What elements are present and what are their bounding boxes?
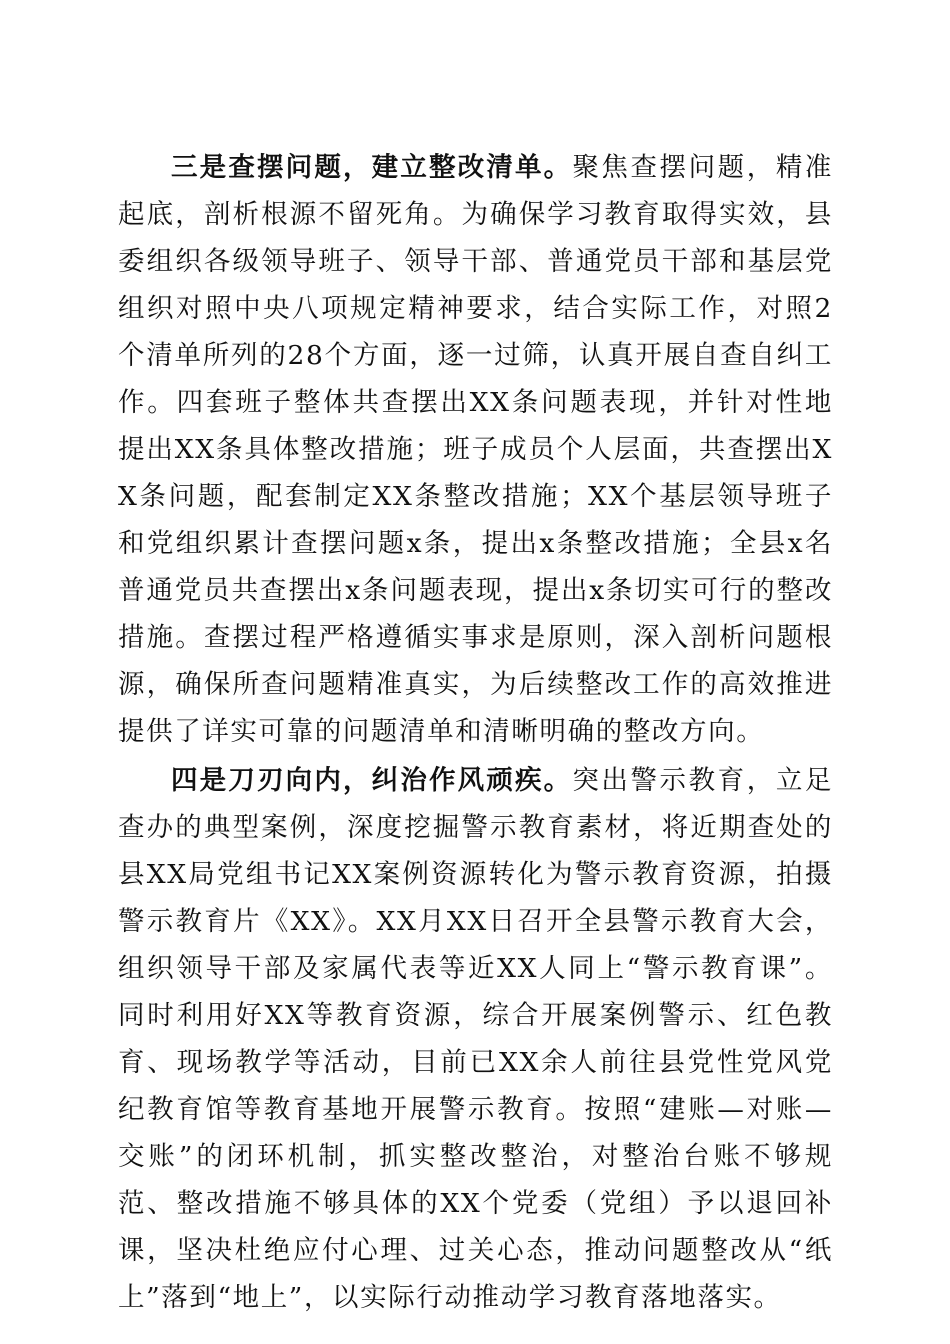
- paragraph-heading: 三是查摆问题，建立整改清单。: [171, 152, 573, 183]
- paragraph-heading: 四是刀刃向内，纠治作风顽疾。: [171, 765, 573, 796]
- document-body: [118, 144, 833, 1321]
- paragraph-work-style-rectification: [118, 757, 833, 1321]
- paragraph-text: 聚焦查摆问题，精准起底，剖析根源不留死角。为确保学习教育取得实效，县委组织各级领导班子、领导干部、普通党员干部和基层党组织对照中央八项规定精神要求，结合实际工作，对照2个清单所列的28个方面，逐一过筛，认真开展自查自纠工作。四套班子整体共查摆出XX条问题表现，并针对性地提出XX条具体整改措施；班子成员个人层面，共查摆出XX条问题，配套制定XX条整改措施；XX个基层领导班子和党组织累计查摆问题x条，提出x条整改措施；全县x名普通党员共查摆出x条问题表现，提出x条切实可行的整改措施。查摆过程严格遵循实事求是原则，深入剖析问题根源，确保所查问题精准真实，为后续整改工作的高效推进提供了详实可靠的问题清单和清晰明确的整改方向。: [118, 152, 833, 747]
- paragraph-rectification-list: [118, 144, 833, 755]
- paragraph-text: 突出警示教育，立足查办的典型案例，深度挖掘警示教育素材，将近期查处的县XX局党组书记XX案例资源转化为警示教育资源，拍摄警示教育片《XX》。XX月XX日召开全县警示教育大会，组织领导干部及家属代表等近XX人同上“警示教育课”。同时利用好XX等教育资源，综合开展案例警示、红色教育、现场教学等活动，目前已XX余人前往县党性党风党纪教育馆等教育基地开展警示教育。按照“建账—对账—交账”的闭环机制，抓实整改整治，对整治台账不够规范、整改措施不够具体的XX个党委（党组）予以退回补课，坚决杜绝应付心理、过关心态，推动问题整改从“纸上”落到“地上”，以实际行动推动学习教育落地落实。: [118, 765, 833, 1313]
